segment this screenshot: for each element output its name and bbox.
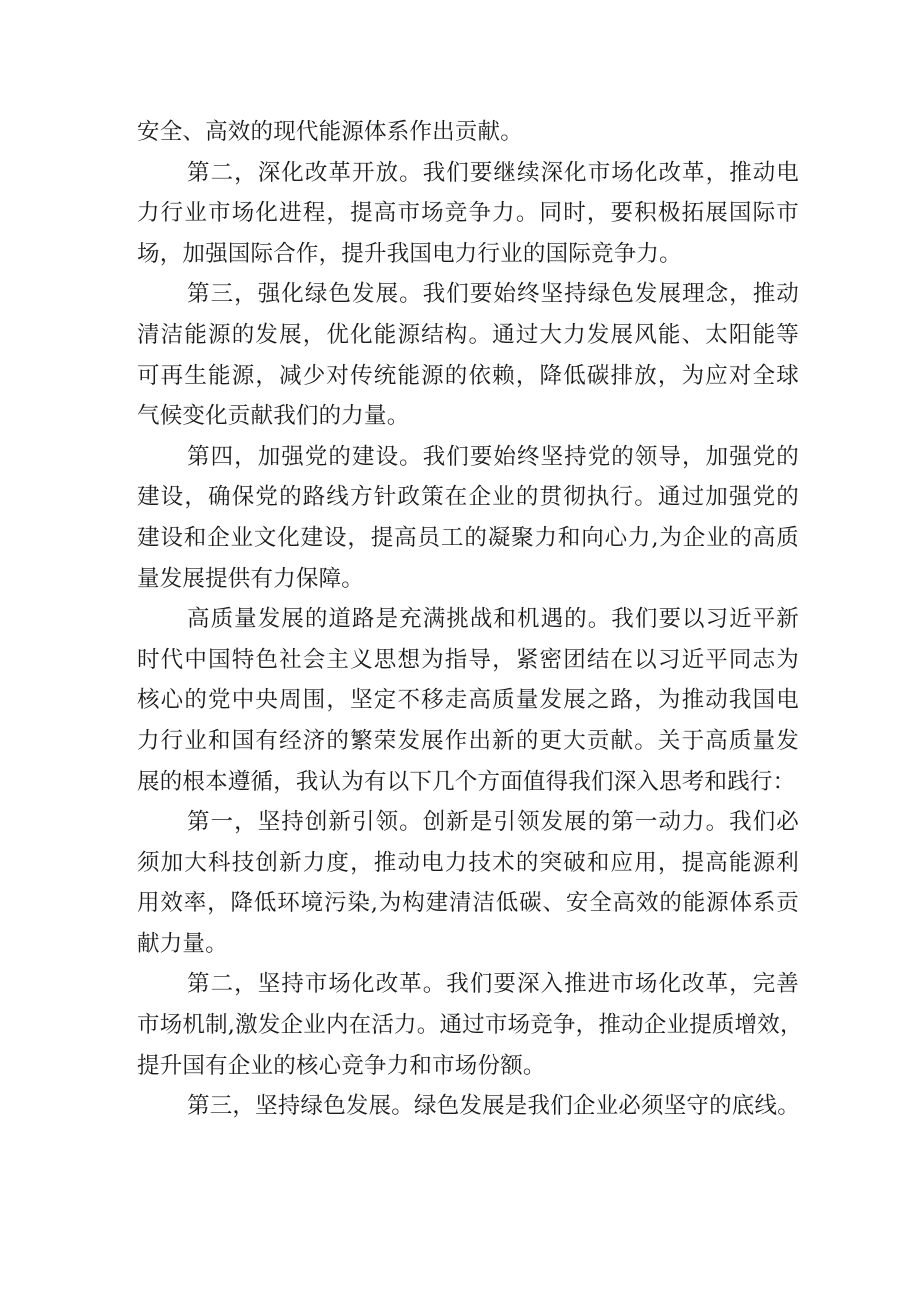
document-body xyxy=(137,112,803,1127)
text-line: 建设，确保党的路线方针政策在企业的贯彻执行。通过加强党的 xyxy=(137,484,799,511)
text-line: 场，加强国际合作，提升我国电力行业的国际竞争力。 xyxy=(137,240,682,267)
text-line: 第四，加强党的建设。我们要始终坚持党的领导，加强党的 xyxy=(187,443,799,470)
paragraph-continuation xyxy=(137,112,799,153)
text-line: 量发展提供有力保障。 xyxy=(137,565,365,592)
text-line: 气候变化贡献我们的力量。 xyxy=(137,403,410,430)
text-line: 展的根本遵循，我认为有以下几个方面值得我们深入思考和践行： xyxy=(137,768,796,795)
text-line: 时代中国特色社会主义思想为指导，紧密团结在以习近平同志为 xyxy=(137,646,799,673)
paragraph-market-reform xyxy=(137,964,803,1086)
text-line: 安全、高效的现代能源体系作出贡献。 xyxy=(137,119,523,145)
text-line: 市场机制,激发企业内在活力。通过市场竞争，推动企业提质增效， xyxy=(137,1012,803,1039)
text-line: 第三，坚持绿色发展。绿色发展是我们企业必须坚守的底线。 xyxy=(187,1093,800,1120)
text-line: 献力量。 xyxy=(137,930,228,957)
text-line: 第二，坚持市场化改革。我们要深入推进市场化改革，完善 xyxy=(187,971,799,998)
text-line: 清洁能源的发展，优化能源结构。通过大力发展风能、太阳能等 xyxy=(137,321,799,348)
text-line: 第二，深化改革开放。我们要继续深化市场化改革，推动电 xyxy=(187,159,799,186)
text-line: 第一，坚持创新引领。创新是引领发展的第一动力。我们必 xyxy=(187,809,799,836)
paragraph-innovation xyxy=(137,802,799,964)
text-line: 须加大科技创新力度，推动电力技术的突破和应用，提高能源利 xyxy=(137,849,799,876)
text-line: 用效率，降低环境污染,为构建清洁低碳、安全高效的能源体系贡 xyxy=(137,890,799,917)
text-line: 核心的党中央周围，坚定不移走高质量发展之路，为推动我国电 xyxy=(137,687,799,714)
text-line: 建设和企业文化建设，提高员工的凝聚力和向心力,为企业的高质 xyxy=(137,524,799,551)
paragraph-green-development xyxy=(137,274,799,436)
paragraph-party-building xyxy=(137,437,799,599)
paragraph-green-bottom-line xyxy=(137,1086,799,1127)
text-line: 可再生能源，减少对传统能源的依赖，降低碳排放，为应对全球 xyxy=(137,362,799,389)
text-line: 高质量发展的道路是充满挑战和机遇的。我们要以习近平新 xyxy=(187,606,799,633)
text-line: 提升国有企业的核心竞争力和市场份额。 xyxy=(137,1052,546,1079)
text-line: 力行业和国有经济的繁荣发展作出新的更大贡献。关于高质量发 xyxy=(137,727,799,754)
text-line: 力行业市场化进程，提高市场竞争力。同时，要积极拓展国际市 xyxy=(137,200,799,227)
text-line: 第三，强化绿色发展。我们要始终坚持绿色发展理念，推动 xyxy=(187,281,799,308)
paragraph-high-quality-road xyxy=(137,599,799,802)
paragraph-deepen-reform xyxy=(137,153,799,275)
